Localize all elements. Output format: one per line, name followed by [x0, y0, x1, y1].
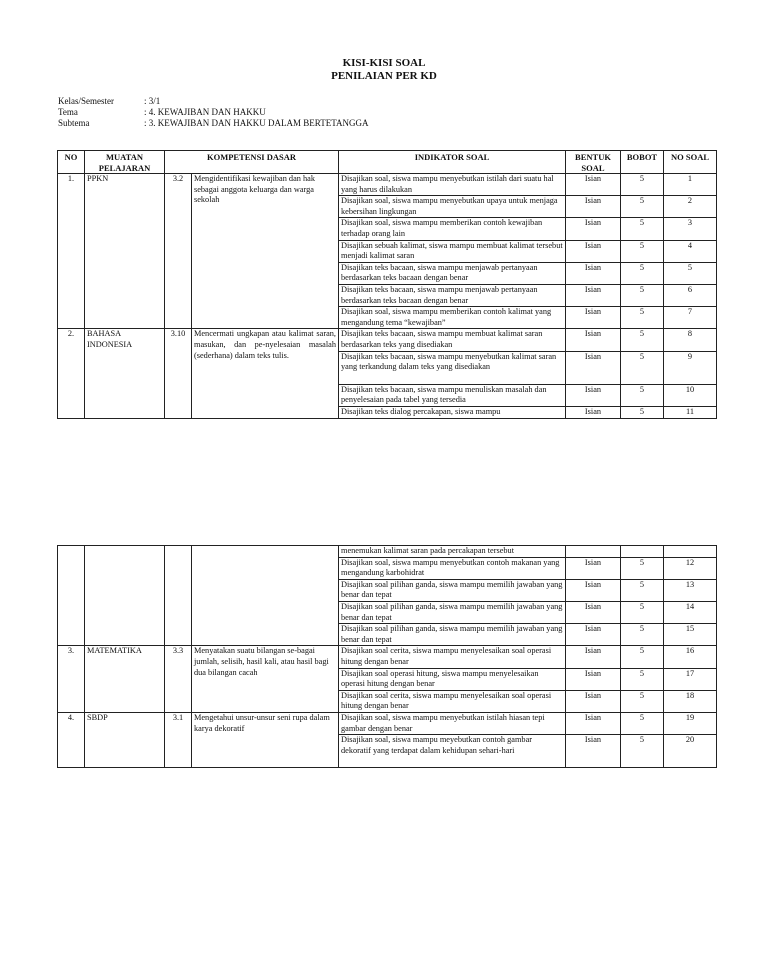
bentuk-cell: Isian [566, 579, 621, 601]
bentuk-cell: Isian [566, 690, 621, 712]
nosoal-cell: 1 [664, 174, 717, 196]
meta-kelas [58, 96, 160, 107]
indikator-cell: Disajikan soal pilihan ganda, siswa mampu memilih jawaban yang benar dan tepat [339, 601, 566, 623]
indikator-cell: Disajikan soal, siswa mampu meyebutkan contoh gambar dekoratif yang terdapat dalam kehidupan sehari-hari [339, 735, 566, 768]
bobot-cell: 5 [621, 406, 664, 418]
bobot-cell: 5 [621, 284, 664, 306]
indikator-cell: Disajikan soal, siswa mampu menyebutkan istilah dari suatu hal yang harus dilakukan [339, 174, 566, 196]
nosoal-cell [664, 546, 717, 558]
nosoal-cell: 17 [664, 668, 717, 690]
bobot-cell: 5 [621, 240, 664, 262]
document-title: KISI-KISI SOAL [342, 57, 426, 69]
col-kd: KOMPETENSI DASAR [165, 151, 339, 174]
col-no: NO [58, 151, 85, 174]
bobot-cell: 5 [621, 174, 664, 196]
bobot-cell: 5 [621, 218, 664, 240]
bobot-cell: 5 [621, 690, 664, 712]
subtema-label: Subtema [58, 118, 90, 128]
nosoal-cell: 18 [664, 690, 717, 712]
group-kd: Mengetahui unsur-unsur seni rupa dalam karya dekoratif [192, 712, 339, 767]
nosoal-cell: 14 [664, 601, 717, 623]
nosoal-cell: 19 [664, 712, 717, 734]
indikator-cell: Disajikan teks bacaan, siswa mampu menyebutkan kalimat saran yang terkandung dalam teks yang disediakan [339, 351, 566, 384]
group-kd-no-empty [165, 546, 192, 646]
nosoal-cell: 5 [664, 262, 717, 284]
group-muatan: BAHASA INDONESIA [85, 329, 165, 418]
group-kd-no: 3.2 [165, 174, 192, 329]
bentuk-cell: Isian [566, 351, 621, 384]
nosoal-cell: 11 [664, 406, 717, 418]
group-kd-no: 3.1 [165, 712, 192, 767]
bobot-cell: 5 [621, 712, 664, 734]
nosoal-cell: 4 [664, 240, 717, 262]
nosoal-cell: 15 [664, 624, 717, 646]
indikator-cell: Disajikan soal cerita, siswa mampu menyelesaikan soal operasi hitung dengan benar [339, 646, 566, 668]
indikator-cell: Disajikan soal, siswa mampu memberikan contoh kalimat yang mengandung tema “kewajiban” [339, 307, 566, 329]
kisi-table-part-2 [57, 545, 717, 768]
bentuk-cell [566, 546, 621, 558]
bentuk-cell: Isian [566, 196, 621, 218]
bentuk-cell: Isian [566, 406, 621, 418]
col-bobot: BOBOT [621, 151, 664, 174]
bentuk-cell: Isian [566, 240, 621, 262]
indikator-cell: Disajikan soal, siswa mampu menyebutkan contoh makanan yang mengandung karbohidrat [339, 557, 566, 579]
bobot-cell: 5 [621, 646, 664, 668]
group-no: 4. [58, 712, 85, 767]
bobot-cell: 5 [621, 557, 664, 579]
document-subtitle: PENILAIAN PER KD [331, 70, 437, 82]
nosoal-cell: 16 [664, 646, 717, 668]
tema-value: : 4. KEWAJIBAN DAN HAKKU [144, 107, 266, 117]
indikator-cell: Disajikan teks bacaan, siswa mampu menuliskan masalah dan penyelesaian pada tabel yang tersedia [339, 384, 566, 406]
bobot-cell: 5 [621, 307, 664, 329]
col-nosoal: NO SOAL [664, 151, 717, 174]
bentuk-cell: Isian [566, 668, 621, 690]
bentuk-cell: Isian [566, 735, 621, 768]
indikator-cell: Disajikan soal pilihan ganda, siswa mampu memilih jawaban yang benar dan tepat [339, 579, 566, 601]
nosoal-cell: 9 [664, 351, 717, 384]
meta-tema [58, 107, 266, 118]
nosoal-cell: 6 [664, 284, 717, 306]
indikator-cell: Disajikan teks bacaan, siswa mampu menjawab pertanyaan berdasarkan teks bacaan dengan benar [339, 284, 566, 306]
kelas-label: Kelas/Semester [58, 96, 114, 106]
nosoal-cell: 3 [664, 218, 717, 240]
group-no: 1. [58, 174, 85, 329]
bobot-cell: 5 [621, 351, 664, 384]
meta-subtema [58, 118, 368, 129]
nosoal-cell: 13 [664, 579, 717, 601]
indikator-cell: Disajikan sebuah kalimat, siswa mampu membuat kalimat tersebut menjadi kalimat saran [339, 240, 566, 262]
nosoal-cell: 8 [664, 329, 717, 351]
bentuk-cell: Isian [566, 329, 621, 351]
col-indikator: INDIKATOR SOAL [339, 151, 566, 174]
group-muatan: MATEMATIKA [85, 646, 165, 713]
group-no: 2. [58, 329, 85, 418]
bobot-cell: 5 [621, 735, 664, 768]
indikator-cell: menemukan kalimat saran pada percakapan tersebut [339, 546, 566, 558]
tema-label: Tema [58, 107, 78, 117]
bentuk-cell: Isian [566, 284, 621, 306]
group-kd-no: 3.10 [165, 329, 192, 418]
group-kd: Mencermati ungkapan atau kalimat saran, masukan, dan pe-nyelesaian masalah (sederhana) dalam teks tulis. [192, 329, 339, 418]
subtema-value: : 3. KEWAJIBAN DAN HAKKU DALAM BERTETANGGA [144, 118, 369, 128]
group-no-empty [58, 546, 85, 646]
bobot-cell: 5 [621, 579, 664, 601]
bobot-cell: 5 [621, 601, 664, 623]
nosoal-cell: 20 [664, 735, 717, 768]
bentuk-cell: Isian [566, 384, 621, 406]
group-muatan: PPKN [85, 174, 165, 329]
bobot-cell: 5 [621, 668, 664, 690]
indikator-cell: Disajikan teks bacaan, siswa mampu menjawab pertanyaan berdasarkan teks bacaan dengan benar [339, 262, 566, 284]
bentuk-cell: Isian [566, 262, 621, 284]
bobot-cell [621, 546, 664, 558]
bentuk-cell: Isian [566, 712, 621, 734]
indikator-cell: Disajikan soal, siswa mampu menyebutkan istilah hiasan tepi gambar dengan benar [339, 712, 566, 734]
bentuk-cell: Isian [566, 307, 621, 329]
group-no: 3. [58, 646, 85, 713]
group-muatan-empty [85, 546, 165, 646]
indikator-cell: Disajikan teks bacaan, siswa mampu membuat kalimat saran berdasarkan teks yang disediakan [339, 329, 566, 351]
col-muatan: MUATAN PELAJARAN [85, 151, 165, 174]
group-muatan: SBDP [85, 712, 165, 767]
group-kd-empty [192, 546, 339, 646]
bentuk-cell: Isian [566, 218, 621, 240]
nosoal-cell: 10 [664, 384, 717, 406]
bentuk-cell: Isian [566, 624, 621, 646]
indikator-cell: Disajikan soal, siswa mampu menyebutkan upaya untuk menjaga kebersihan lingkungan [339, 196, 566, 218]
group-kd: Menyatakan suatu bilangan se-bagai jumlah, selisih, hasil kali, atau hasil bagi dua bilangan cacah [192, 646, 339, 713]
kisi-table-part-1 [57, 150, 717, 419]
bobot-cell: 5 [621, 196, 664, 218]
bentuk-cell: Isian [566, 557, 621, 579]
bobot-cell: 5 [621, 262, 664, 284]
bentuk-cell: Isian [566, 646, 621, 668]
indikator-cell: Disajikan soal cerita, siswa mampu menyelesaikan soal operasi hitung dengan benar [339, 690, 566, 712]
indikator-cell: Disajikan soal pilihan ganda, siswa mampu memilih jawaban yang benar dan tepat [339, 624, 566, 646]
bobot-cell: 5 [621, 329, 664, 351]
bobot-cell: 5 [621, 624, 664, 646]
indikator-cell: Disajikan teks dialog percakapan, siswa mampu [339, 406, 566, 418]
col-bentuk: BENTUK SOAL [566, 151, 621, 174]
nosoal-cell: 2 [664, 196, 717, 218]
nosoal-cell: 7 [664, 307, 717, 329]
bentuk-cell: Isian [566, 174, 621, 196]
indikator-cell: Disajikan soal operasi hitung, siswa mampu menyelesaikan operasi hitung dengan benar [339, 668, 566, 690]
indikator-cell: Disajikan soal, siswa mampu memberikan contoh kewajiban terhadap orang lain [339, 218, 566, 240]
group-kd-no: 3.3 [165, 646, 192, 713]
bobot-cell: 5 [621, 384, 664, 406]
nosoal-cell: 12 [664, 557, 717, 579]
kelas-value: : 3/1 [144, 96, 161, 106]
group-kd: Mengidentifikasi kewajiban dan hak sebagai anggota keluarga dan warga sekolah [192, 174, 339, 329]
bentuk-cell: Isian [566, 601, 621, 623]
